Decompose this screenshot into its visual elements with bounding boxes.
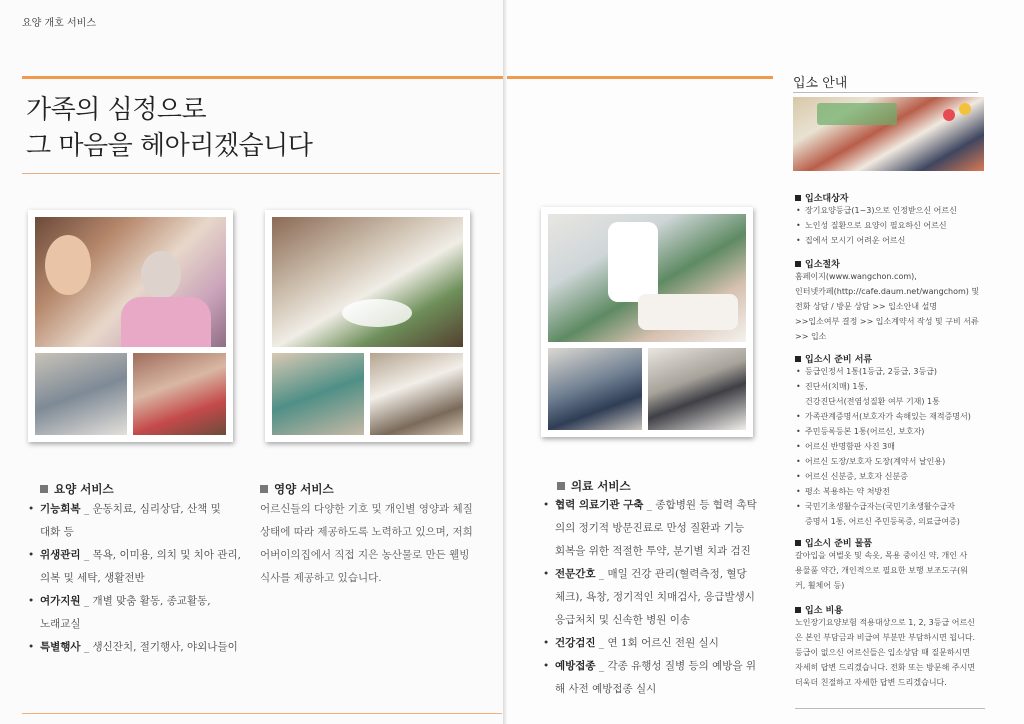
care-sub-photo-2: [133, 353, 226, 435]
item-sep: _: [80, 549, 93, 561]
square-bullet-icon: [795, 195, 801, 201]
item-text: 주민등록등본 1통(어르신, 보호자): [805, 427, 925, 436]
item-sep: _: [595, 637, 608, 649]
square-bullet-icon: [40, 485, 48, 493]
nutrition-main-photo: [272, 217, 463, 347]
item-sep: _: [80, 595, 93, 607]
square-bullet-icon: [795, 261, 801, 267]
procedure-heading-label: 입소절차: [805, 260, 840, 270]
item-desc: 의복 및 세탁, 생활전반: [40, 572, 145, 584]
item-text: 증명서 1통, 어르신 주민등록증, 의료급여증): [805, 517, 960, 526]
square-bullet-icon: [557, 482, 565, 490]
bullet-icon: •: [796, 206, 801, 215]
item-desc: 목욕, 이미용, 의치 및 치아 관리,: [92, 549, 241, 561]
accent-rule: [505, 76, 773, 79]
item-term: 특별행사: [40, 641, 81, 653]
item-desc: 연 1회 어르신 전원 실시: [607, 637, 719, 649]
left-page: [0, 0, 505, 724]
supplies-text: [795, 548, 995, 593]
item-term: 건강검진: [555, 637, 596, 649]
medical-sub-photo-1: [548, 348, 642, 430]
list-item: [26, 544, 251, 590]
care-heading-label: 요양 서비스: [54, 482, 114, 496]
item-desc: 체크), 욕창, 정기적인 치매검사, 응급발생시: [555, 591, 755, 603]
page-headline: [26, 92, 312, 164]
item-text: 등급인정서 1통(1등급, 2등급, 3등급): [805, 367, 938, 376]
target-heading-label: 입소대상자: [805, 194, 849, 204]
item-desc: 생신잔치, 절기행사, 야외나들이: [92, 641, 238, 653]
bullet-icon: •: [28, 641, 35, 653]
bullet-icon: •: [796, 236, 801, 245]
cost-line: 노인장기요양보험 적용대상으로 1, 2, 3등급 어르신: [795, 618, 975, 627]
procedure-line: 인터넷카페(http://cafe.daum.net/wangchom) 및: [795, 287, 980, 296]
list-item: [795, 203, 995, 218]
item-desc: 매일 건강 관리(혈력측정, 혈당: [607, 568, 747, 580]
item-sep: _: [80, 503, 93, 515]
bullet-icon: •: [796, 472, 801, 481]
section-tag: 요양 개호 서비스: [22, 18, 96, 29]
item-sep: _: [80, 641, 93, 653]
headline-line1: 가족의 심정으로: [26, 95, 207, 125]
item-desc: 의의 정기적 방문진료로 만성 질환과 기능: [555, 522, 745, 534]
accent-rule: [22, 76, 505, 79]
nutrition-sub-photo-1: [272, 353, 364, 435]
nutrition-line: 어버이의집에서 직접 지은 농산물로 만든 웰빙: [260, 549, 470, 561]
face-shape: [45, 235, 91, 295]
item-text: 어르신 반명함판 사진 3매: [805, 442, 895, 451]
list-item: [795, 409, 995, 424]
item-text: 어르신 도장/보호자 도장(계약서 날인용): [805, 457, 946, 466]
item-desc: 대화 등: [40, 526, 74, 538]
list-item: [26, 590, 251, 636]
bullet-icon: •: [796, 382, 801, 391]
nutrition-line: 상태에 따라 제공하도록 노력하고 있으며, 저희: [260, 526, 473, 538]
cost-line: 등급이 없으신 어르신들은 입소상담 때 질문하시면: [795, 648, 971, 657]
documents-list: [795, 364, 995, 529]
balloon-shape: [943, 109, 955, 121]
item-term: 여가지원: [40, 595, 81, 607]
medical-main-photo: [548, 214, 746, 342]
doctor-coat-shape: [608, 222, 658, 302]
bullet-icon: •: [28, 595, 35, 607]
cost-line: 은 본인 부담금과 비급여 부분만 부담하시면 됩니다.: [795, 633, 976, 642]
bullet-icon: •: [796, 427, 801, 436]
medical-heading-label: 의료 서비스: [571, 479, 631, 493]
procedure-line: >> 입소: [795, 332, 827, 341]
item-term: 전문간호: [555, 568, 596, 580]
clothing-shape: [121, 297, 211, 347]
list-item: [795, 439, 995, 454]
bullet-icon: •: [796, 457, 801, 466]
item-term: 협력 의료기관 구축: [555, 499, 644, 511]
face-shape: [141, 251, 181, 299]
item-term: 위생관리: [40, 549, 81, 561]
care-main-photo: [35, 217, 226, 347]
care-sub-photo-1: [35, 353, 127, 435]
table-shape: [342, 299, 412, 327]
nutrition-photo-card: [265, 210, 470, 442]
list-item: [795, 364, 995, 379]
item-text: 집에서 모시기 어려운 어르신: [805, 236, 906, 245]
admission-bottom-rule: [795, 708, 985, 709]
square-bullet-icon: [795, 540, 801, 546]
nutrition-line: 식사를 제공하고 있습니다.: [260, 572, 382, 584]
cost-line: 자세히 답변 드리겠습니다. 전화 또는 방문해 주시면: [795, 663, 976, 672]
bullet-icon: •: [796, 487, 801, 496]
square-bullet-icon: [795, 356, 801, 362]
item-text: 진단서(치매) 1통,: [805, 382, 868, 391]
item-desc: 운동치료, 심리상담, 산책 및: [92, 503, 221, 515]
item-text: 가족관계증명서(보호자가 속해있는 재적증명서): [805, 412, 971, 421]
bullet-icon: •: [543, 499, 550, 511]
bed-shape: [638, 294, 738, 330]
medical-list: [541, 494, 781, 701]
square-bullet-icon: [260, 485, 268, 493]
supplies-line: 커, 휠체어 등): [795, 581, 845, 590]
cost-line: 더욱더 친절하고 자세한 답변 드리겠습니다.: [795, 678, 947, 687]
item-term: 예방접종: [555, 660, 596, 672]
item-desc: 각종 유행성 질병 등의 예방을 위: [607, 660, 757, 672]
admission-title-rule: [793, 92, 978, 93]
care-list: [26, 498, 251, 659]
item-sep: _: [595, 568, 608, 580]
headline-line2: 그 마음을 헤아리겠습니다: [26, 131, 313, 161]
supplies-line: 용물품 약간, 개인적으로 필요한 보행 보조도구(워: [795, 566, 968, 575]
admission-title: 입소 안내: [793, 76, 848, 91]
list-item: [541, 494, 781, 563]
item-text: 노인성 질환으로 요양이 필요하신 어르신: [805, 221, 947, 230]
bullet-icon: •: [796, 367, 801, 376]
item-text: 어르신 신분증, 보호자 신분증: [805, 472, 908, 481]
list-item: [26, 636, 251, 659]
list-item: [541, 632, 781, 655]
item-text: 평소 복용하는 약 처방전: [805, 487, 890, 496]
list-item: [795, 454, 995, 469]
care-photo-card: [28, 210, 233, 442]
nutrition-heading-label: 영양 서비스: [274, 482, 334, 496]
list-item: [541, 655, 781, 701]
bullet-icon: •: [28, 503, 35, 515]
item-sep: _: [643, 499, 656, 511]
bullet-icon: •: [796, 412, 801, 421]
procedure-text: [795, 269, 995, 344]
list-item: [541, 563, 781, 632]
list-item: [795, 379, 995, 409]
bullet-icon: •: [796, 221, 801, 230]
item-desc: 종합병원 등 협력 촉탁: [655, 499, 757, 511]
item-term: 기능회복: [40, 503, 81, 515]
item-text: 장기요양등급(1~3)으로 인정받으신 어르신: [805, 206, 957, 215]
cost-heading-label: 입소 비용: [805, 606, 843, 616]
nutrition-paragraph: [260, 498, 500, 590]
admission-banner-photo: [793, 97, 984, 171]
bullet-icon: •: [543, 660, 550, 672]
bullet-icon: •: [796, 442, 801, 451]
bottom-rule: [22, 713, 502, 714]
list-item: [795, 469, 995, 484]
item-desc: 해 사전 예방접종 실시: [555, 683, 657, 695]
item-desc: 회복을 위한 적절한 투약, 분기별 치과 검진: [555, 545, 751, 557]
cost-text: [795, 615, 995, 690]
medical-sub-photo-2: [648, 348, 746, 430]
care-heading: [40, 481, 114, 497]
nutrition-line: 어르신들의 다양한 기호 및 개인별 영양과 체질: [260, 503, 473, 515]
medical-photo-card: [541, 207, 753, 437]
target-list: [795, 203, 995, 248]
medical-heading: [557, 478, 631, 494]
nutrition-heading: [260, 481, 334, 497]
documents-heading-label: 입소시 준비 서류: [805, 355, 873, 365]
balloon-shape: [959, 103, 971, 115]
item-text: 건강진단서(전염성질환 여부 기재) 1통: [805, 397, 940, 406]
bullet-icon: •: [543, 637, 550, 649]
bullet-icon: •: [28, 549, 35, 561]
page-fold: [503, 0, 507, 724]
procedure-line: >>입소여부 결정 >> 입소계약서 작성 및 구비 서류: [795, 317, 979, 326]
list-item: [795, 424, 995, 439]
item-text: 국민기초생활수급자는(국민기초생활수급자: [805, 502, 955, 511]
item-desc: 개별 맞춤 활동, 종교활동,: [92, 595, 211, 607]
item-desc: 노래교실: [40, 618, 81, 630]
list-item: [795, 218, 995, 233]
square-bullet-icon: [795, 607, 801, 613]
item-desc: 응급처치 및 신속한 병원 이송: [555, 614, 691, 626]
banner-shape: [817, 103, 897, 125]
supplies-heading-label: 입소시 준비 물품: [805, 539, 873, 549]
procedure-line: 전화 상담 / 방문 상담 >> 입소안내 설명: [795, 302, 938, 311]
supplies-line: 갈아입을 여벌옷 및 속옷, 목용 중이신 약, 개인 사: [795, 551, 968, 560]
nutrition-sub-photo-2: [370, 353, 463, 435]
list-item: [795, 484, 995, 499]
divider: [22, 173, 500, 174]
item-sep: _: [595, 660, 608, 672]
bullet-icon: •: [543, 568, 550, 580]
list-item: [795, 499, 995, 529]
bullet-icon: •: [796, 502, 801, 511]
list-item: [795, 233, 995, 248]
procedure-line: 홈페이지(www.wangchon.com),: [795, 272, 917, 281]
list-item: [26, 498, 251, 544]
